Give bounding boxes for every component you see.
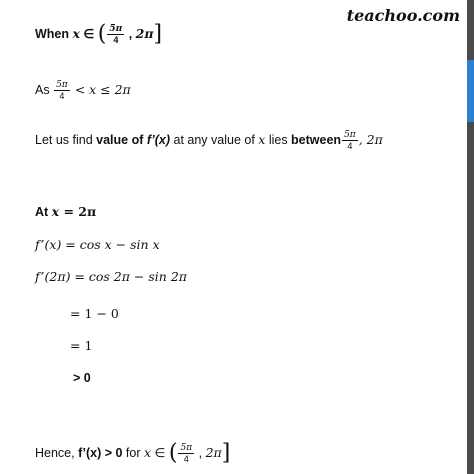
hence-mid: for xyxy=(122,445,144,460)
at-x: x xyxy=(51,204,60,219)
when-upper: 2π xyxy=(135,25,154,41)
let-mid2: lies xyxy=(265,132,292,147)
when-close-bracket: ] xyxy=(153,21,163,47)
line-when xyxy=(35,21,163,47)
as-prefix: As xyxy=(35,82,54,97)
let-end: , 2π xyxy=(358,131,383,147)
line-step3: > 0 xyxy=(73,371,91,385)
line-substitution xyxy=(35,268,187,286)
sub-lhs: f’(2π) xyxy=(35,269,71,284)
when-sep: , xyxy=(125,26,136,41)
line-hence xyxy=(35,440,231,466)
let-frac-den: 4 xyxy=(347,141,353,151)
let-mid: at any value of xyxy=(170,132,259,147)
line-let xyxy=(35,130,383,151)
hence-upper: 2π xyxy=(205,444,222,460)
let-between: between xyxy=(291,132,342,147)
when-in: ∈ xyxy=(79,26,98,41)
line-as xyxy=(35,80,131,101)
at-prefix: At xyxy=(35,205,52,219)
when-prefix: When xyxy=(35,26,73,41)
hence-open-paren: ( xyxy=(168,440,178,466)
let-bold-fprime: f’(x) xyxy=(146,132,171,147)
line-step1: = 1 − 0 xyxy=(70,306,119,321)
brand-logo: teachoo.com xyxy=(346,6,460,25)
as-frac-num: 5π xyxy=(56,80,68,90)
line-step2: = 1 xyxy=(70,338,93,353)
let-bold-value: value of xyxy=(96,132,147,147)
hence-fraction xyxy=(178,443,194,464)
when-x: x xyxy=(72,25,80,41)
hence-frac-num: 5π xyxy=(180,443,193,453)
as-rest: < x ≤ 2π xyxy=(70,81,131,97)
hence-close-bracket: ] xyxy=(221,440,231,466)
when-open-paren: ( xyxy=(97,21,107,47)
when-frac-num: 5π xyxy=(109,24,123,34)
when-fraction xyxy=(107,24,124,45)
hence-bold: f’(x) > 0 xyxy=(78,445,123,460)
as-frac-den: 4 xyxy=(59,91,65,101)
let-fraction xyxy=(342,130,358,151)
sub-rhs: = cos 2π − sin 2π xyxy=(70,269,187,284)
deriv-rhs: = cos x − sin x xyxy=(61,237,160,252)
hence-x: x xyxy=(143,444,152,460)
deriv-lhs: f’(x) xyxy=(35,237,62,252)
let-x: x xyxy=(258,131,266,147)
let-frac-num: 5π xyxy=(344,130,356,140)
hence-in: ∈ xyxy=(151,445,169,460)
at-rest: = 2π xyxy=(59,204,97,219)
as-fraction xyxy=(54,80,70,101)
hence-sep: , xyxy=(195,445,206,460)
line-derivative xyxy=(35,236,160,254)
let-prefix: Let us find xyxy=(35,132,97,147)
when-frac-den: 4 xyxy=(113,35,119,45)
side-bar-accent xyxy=(467,60,474,122)
hence-prefix: Hence, xyxy=(35,445,79,460)
line-at xyxy=(35,203,96,221)
hence-frac-den: 4 xyxy=(183,454,189,464)
